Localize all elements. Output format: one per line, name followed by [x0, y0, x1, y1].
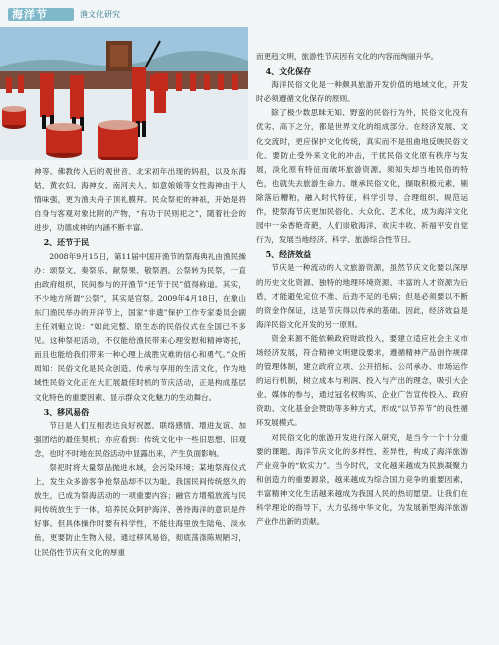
header-logo: 海洋节	[12, 8, 48, 21]
section-heading: 5、经济效益	[265, 249, 312, 260]
section-title: 渔文化研究	[80, 10, 120, 19]
festival-photo	[0, 27, 248, 160]
paragraph: 2008年9月15日，第11届中国开渔节的祭海典礼由渔民操办：颂祭文、奏祭乐、献祭果、敬祭酒。公祭转为民祭，一直由政府组织，民间参与的开渔节“还节于民”值得称道。其实，不少地方所谓“公祭”，其实是官祭。2009年4月18日，在象山东门渔民举办的开洋节上，国家“非遗”保护工作专家委员会副主任刘魁立说：“如此完整、原生态的民俗仪式在全国已不多见。这种祭祀活动，不仅能给渔民带来心理安慰和精神寄托，而且也能给我们带来一种心理上战胜灾难的信心和勇气。”众所周知：民俗文化是民众创造、传承与享用的生活文化，作为地域性民俗文化正在大汇展最佳时机的节庆活动，正是构成基层文化特色的重要因素、显示群众文化魅力的生动舞台。	[34, 251, 246, 402]
paragraph: 节庆是一种流动的人文旅游资源，虽然节庆文化要以深厚的历史文化资源、独特的地理环境资源、丰富的人才资源为后盾，才能避免定位不准、后劲不足的毛病；但是必须要以不断的资金作保证，这是节庆得以传承的基础。因此，经济效益是海洋民俗文化开发的另一原则。	[256, 263, 468, 329]
paragraph: 祭祀时将大量祭品抛进水域，会污染环境；某地祭海仪式上，发生众多游客争抢祭品却不以为耻。我国民间传统悠久的放生，已成为祭海活动的一项重要内容；融官方增殖放流与民间传统放生于一体，培养民众阿护海洋、善待海洋的意识是件好事。但具体操作时要有科学性，不能往海里放生陆龟、淡水鱼，更要防止生物入侵。通过移风易俗，彻底荡涤陈规陋习，让民俗性节庆有文化的厚重	[34, 462, 246, 557]
paragraph: 海洋民俗文化是一种颇具旅游开发价值的地域文化，开发时必须遵循文化保存的原则。	[256, 80, 468, 104]
section-heading: 2、还节于民	[43, 237, 90, 248]
section-heading: 4、文化保存	[265, 66, 312, 77]
paragraph: 对民俗文化的旅游开发进行深入研究，是当今一个十分重要的课题。海洋节庆文化的多样性、差异性，构成了海洋旅游产业竞争的“软实力”。当今时代，文化越来越成为民族凝聚力和创造力的重要源泉，越来越成为综合国力竞争的重要因素，丰富精神文化生活越来越成为我国人民的热切愿望。让我们在科学理论的指导下，大力弘扬中华文化，为发展新型海洋旅游产业作出新的贡献。	[256, 432, 468, 527]
page-header	[0, 0, 499, 26]
left-column	[34, 165, 246, 560]
festival-photo-graphic	[0, 27, 248, 160]
paragraph: 除了极少数思昧无知、野蛮的民俗行为外，民俗文化没有优劣、高下之分，都是世界文化的组成部分。在经济发展、文化交流时，更应保护文化传统，真实而不是扭曲地反映民俗文化。要防止受外来文化的冲击，干扰民俗文化原有秩序与发展，淡化原有特征而破坏旅游资源。须知失却当地民俗的特色，也就失去旅游生命力。继承民俗文化，撷取积极元素，剔除落后糟粕，融入时代特征，科学引导、合理组织、规范运作，使祭海节庆更加民俗化、大众化、艺术化，成为海洋文化园中一朵香艳奇葩，人们崇敬海洋、欢庆丰收、祈福平安自觉行为，发展当地经济、科学、旅游综合性节日。	[256, 108, 468, 245]
paragraph: 而更趋文明，旅游性节庆因有文化的内容而绚丽升华。	[256, 52, 439, 61]
section-heading: 3、移风易俗	[43, 406, 90, 417]
right-column	[256, 50, 468, 529]
paragraph: 资金来源不能依赖政府财政投入，要建立适应社会主义市场经济发展，符合精神文明建设要求，遵循精神产品创作规律的管理体制，建立政府立项、公开招标、公司承办、市场运作的运行机制，树立成本与利润、投入与产出的理念，吸引大企业、媒体的参与，通过冠名权购买、企业广告宣传投入、政府资助、文化基金会赞助等多种方式，形成“以节养节”的良性循环发展模式。	[256, 333, 468, 428]
paragraph: 神等。佛教传入后的观世音、北宋初年出现的妈祖，以及东海姑、黄衣妇、海神女、南河夫人、如意娘娘等女性海神由于人情味强，更为渔夫舟子顶礼膜拜。民众祭祀的神祇，开始是将自身与客观对象比附的产物，“有功于民则祀之”，随着社会的进步，功德成神的内涵不断丰富。	[34, 167, 246, 233]
paragraph: 节日是人们互相表达良好祝愿、联络感情、增进友谊、加强团结的最佳契机；亦应看到：传统文化中一些旧思想、旧观念，也时不时地在民俗活动中显露出来，产生负面影响。	[34, 420, 246, 458]
